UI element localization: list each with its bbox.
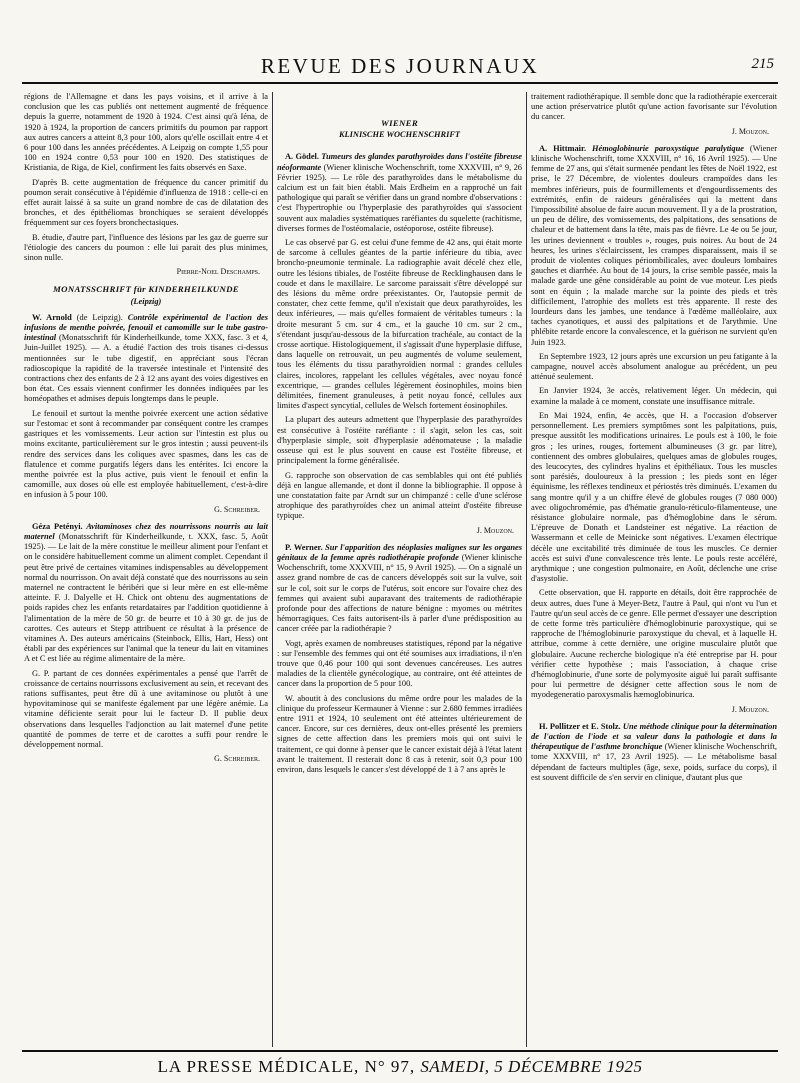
paragraph: Le cas observé par G. est celui d'une femme de 42 ans, qui était morte de sarcome à cellules géantes de la partie inférieure du tibia, avec broncho-pneumonie terminale. La radiographie avait décelé chez elle, outre les lésions tibiales, de l'ostéite fibreuse de Recklinghausen dans le coude et dans le maxillaire. Le sarcome paraissait s'être développé sur des lésions du même ordre préexistantes. Or, l'autopsie permit de constater, chez cette femme, qu'il n'existait que deux parathyroïdes, les deux inférieures, — mais qu'elles formaient de véritables tumeurs : la droite mesurant 5 cm. sur 4 cm., et la gauche 10 cm. sur 2 cm., s'étendant jusqu'au-dessous de la bifurcation trachéale, au contact de la crosse aortique. Histologiquement, il s'agissait d'une hyperplasie diffuse, dans laquelle on retrouvait, un peu augmentés de volume seulement, tous les éléments du tissu parathyroïdien normal : grandes cellules claires, incolores, rappelant les cellules végétales, avec noyau foncé excentrique, — grandes cellules légèrement éosinophiles, moins bien délimitées, finement granuleuses, à petit noyau foncé, cellules aux limites d'aspect syncytial, cellules de Welsch fortement éosinophiles. [277, 238, 522, 411]
column-divider [272, 92, 273, 1047]
article-reference: (Wiener klinische Wochenschrift, tome XXXVIII, n° 17, 23 Avril 1925). — Le métabolisme basal dépendant de facteurs multiples (âge, sexe, poids, surface du corps), il est souvent difficile de s'en servir en clinique, d'autant plus que [531, 742, 777, 782]
column-3 [531, 92, 777, 1047]
article-abstract [24, 313, 268, 405]
paragraph: En Mai 1924, enfin, 4e accès, que H. a l'occasion d'observer personnellement. Les premiers symptômes sont les palpitations, puis, presque aussitôt les modifications urinaires. Le pouls est à 100, le foie gros ; les urines, rouges, fortement albumineuses (3 gr. par litre), contiennent des ombres globulaires, quelques amas de globules rouges, des leucocytes, des cylindres hyalins et épithéliaux. Tous les muscles sont parésiés, douloureux à la pression ; les pieds sont en léger équinisme, les réflexes tendineux et périostés très diminués. L'examen du sang montre qu'il y a un chiffre élevé de globules rouges (7 080 000) avec oligochromémie, pas d'hématie granulo-réticulo-filamenteuse, une résistance globulaire normale, pas d'hémoglobine dans le sérum. L'épreuve de Donath et Landsteiner est négative. La réaction de Wassermann et celle de Meinicke sont négatives. L'examen électrique décèle une excitabilité très diminuée de tous les muscles. Ce dernier accès est suivi d'une convalescence très lente. Le pouls reste accéléré, arythmique ; une congestion pulmonaire, en Août, déclenche une crise d'asystolie. [531, 410, 777, 584]
paragraph: traitement radiothérapique. Il semble donc que la radiothérapie exercerait une action préservatrice plutôt qu'une action favorisante sur l'évolution du cancer. [531, 92, 777, 122]
article-abstract [531, 722, 777, 783]
article-author: P. Werner. [285, 542, 323, 552]
journal-subheading: KLINISCHE WOCHENSCHRIFT [338, 130, 461, 140]
article-title: Avitaminoses chez des nourrissons nourris au lait maternel [24, 521, 268, 541]
article-reference: (Wiener klinische Wochenschrift, tome XXXVIII, n° 15, 9 Avril 1925). — On a signalé un assez grand nombre de cas de cancers développés soit sur la vulve, soit sur le col, soit sur le corps de l'utérus, soit encore sur l'ovaire chez des femmes qui avaient subi auparavant des traitements de radiothérapie profonde pour des affections de nature bénigne : myomes ou métrites hémorragiques. Ces faits autorisent-ils à parler d'une prédisposition au cancer créée par la radiothérapie ? [277, 552, 522, 634]
paragraph: En Septembre 1923, 12 jours après une excursion un peu fatigante à la campagne, nouvel accès absolument analogue au précédent, un peu atténué seulement. [531, 351, 777, 382]
article-author: H. Pollitzer et E. Stolz. [539, 721, 621, 731]
paragraph: G. rapproche son observation de cas semblables qui ont été publiés déjà en langue allemande, et dont il donne la bibliographie. Il oppose à une constatation faite par Arndt sur un chimpanzé : celle d'une sclérose atrophique des parathyroïdes chez un animal atteint d'ostéite fibreuse typique. [277, 470, 522, 521]
paragraph: D'après B. cette augmentation de fréquence du cancer primitif du poumon serait consécutive à l'épidémie d'influenza de 1918 : celle-ci en effet aurait laissé à sa suite un grand nombre de cas de dilatation des bronches, et des épithéliomas bronchiques se seraient développés fréquemment sur ces foyers bronchectasiques. [24, 177, 268, 228]
signature: J. Mouzon. [731, 126, 769, 136]
article-author: A. Gödel. [285, 152, 319, 162]
article-title: Hémoglobinurie paroxystique paralytique [586, 143, 744, 153]
article-title: Contrôle expérimental de l'action des infusions de menthe poivrée, fenouil et camomille sur le tube gastro-intestinal [24, 312, 268, 343]
column-divider [526, 92, 527, 1047]
article-reference: (Monatsschrift für Kinderheilkunde, t. XXX, fasc. 5, Août 1925). — Le lait de la mère constitue le meilleur aliment pour l'enfant et on le considère habituellement comme un aliment complet. Cependant il peut être privé de certaines vitamines indispensables au développement normal du nourrisson. On avait déjà constaté que des nourrissons au sein maternel ne contractent le béribéri que si leur mère en est elle-même atteinte. F. J. Dalyelle et H. Chick ont obtenu des augmentations de poids rapides chez les enfants retardataires par l'addition quotidienne à l'alimentation de la mère de 50 gr. de beurre et 10 à 30 gr. de jus de carottes. Ces auteurs et Stepp attribuent ce résultat à la présence de vitamines A. Des auteurs américains (Steinbock, Ellis, Hart, Hess) ont établi par des expériences sur l'animal que la teneur du lait en vitamines A et C est liée au régime alimentaire de la mère. [24, 531, 268, 664]
article-abstract [277, 543, 522, 635]
article-author: A. Hittmair. [539, 143, 587, 153]
paragraph: W. aboutit à des conclusions du même ordre pour les malades de la clinique du professeur Kermauner à Vienne : sur 2.680 femmes irradiées entre 1911 et 1924, 10 seulement ont été atteintes ultérieurement de cancer. Encore, sur ces dernières, deux ont-elles présenté les premiers signes de cette affection dans les premiers mois qui ont suivi le traitement, ce qui donne à penser que le cancer existait déjà à l'état latent avant le traitement. Il resterait donc 8 cas à retenir, soit 0,3 pour 100 environ, dans lesquels le cancer s'est développé de 1 à 7 ans après le [277, 693, 522, 774]
paragraph: Le fenouil et surtout la menthe poivrée exercent une action sédative sur l'estomac et sont à recommander par conséquent contre les crampes gastriques et les vomissements. Leur action sur l'intestin est plus ou moins excitante, particulièrement sur le gros intestin ; aussi peuvent-ils rendre des services dans les coliques avec spasmes, dans les cas de flatulence et comme purgatifs légers dans les entérites. Ici encore la menthe poivrée est la plus active, puis vient le fenouil et enfin la camomille, aux doses où elle est employée habituellement, c'est-à-dire en infusion à 5 pour 100. [24, 408, 268, 500]
article-abstract [24, 522, 268, 665]
header-title: REVUE DES JOURNAUX [260, 54, 540, 78]
article-title: Sur l'apparition des néoplasies malignes sur les organes génitaux de la femme après radiothérapie profonde [277, 542, 522, 562]
author-location: (de Leipzig). [71, 312, 128, 322]
column-1 [24, 92, 268, 1047]
footer-journal: LA PRESSE MÉDICALE, [157, 1057, 360, 1076]
paragraph: G. P. partant de ces données expérimentales a pensé que l'arrêt de croissance de certains nourrissons exclusivement au sein, et recevant des rations suffisantes, peut être dû à une avitaminose ou plutôt à une hypovitaminose qui se manifeste également par une légère anémie. La vitamine déficiente serait pour lui le facteur D. Il publie deux observations dans lesquelles l'adjonction au lait maternel d'une petite quantité de pommes de terre et de carottes a suffi pour rendre le développement normal. [24, 668, 268, 749]
paragraph: régions de l'Allemagne et dans les pays voisins, et il arrive à la conclusion que les cas publiés ont nettement augmenté de fréquence depuis la guerre, notamment de 1920 à 1924. C'est ainsi qu'à Iéna, de 1920 à 1924, la proportion de cancers primitifs du poumon par rapport aux autres cancers a atteint 8,3 pour 100, alors qu'elle oscillait entre 4 et 6 pour 100 dans les années précédentes. A Leipzig on compte 1,55 pour 100 en 1924 contre 0,53 pour 100 en 1920. Des statistiques de Kristiania, de Riga, de Kiel, confirment les faits observés en Saxe. [24, 92, 268, 173]
paragraph: Vogt, après examen de nombreuses statistiques, répond par la négative : sur l'ensemble des femmes qui ont été soumises aux irradiations, il n'en trouve que 0,46 pour 100 qui sont devenues cancéreuses. Les autres maladies de la clientèle gynécologique, au contraire, ont été atteintes de cancer dans la proportion de 5 pour 100. [277, 638, 522, 689]
page-footer [22, 1050, 778, 1083]
paragraph: Cette observation, que H. rapporte en détails, doit être rapprochée de deux autres, dues l'une à Meyer-Betz, l'autre à Paul, qui n'ont vu l'un et l'autre qu'un seul accès de ce genre. Elle permet d'essayer une description de cette forme très particulière d'hémoglobinurie paroxystique, qui se rapproche de l'hémoglobinurie paroxystique du cheval, et à laquelle H. attribue, comme à cette dernière, une origine musculaire plutôt que globulaire. Aucune recherche biologique n'a été entreprise par H. pour vérifier cette hypothèse ; mais l'association, à chaque crise d'hémoglobinurie, d'une sorte de polymyosite aiguë lui paraît suffisante pour lui permettre de désigner cette affection sous le nom de myodegeneratio paroxysmalis hæmoglobinurica. [531, 588, 777, 700]
journal-heading: WIENER [380, 118, 418, 128]
signature: Pierre-Noel Deschamps. [176, 267, 260, 277]
article-author: W. Arnold [32, 312, 72, 322]
article-title: Tumeurs des glandes parathyroïdes dans l'ostéite fibreuse néoformante [277, 152, 522, 172]
signature: J. Mouzon. [731, 704, 769, 714]
article-reference: (Wiener klinische Wochenschrift, tome XXXVIII, n° 9, 26 Février 1925). — Le rôle des parathyroïdes dans le métabolisme du calcium est un fait bien établi. Mais Erdheim en a rapproché un fait pathologique qui paraît se vérifier dans un grand nombre d'observations : c'est l'hypertrophie ou l'hyperplasie des parathyroïdes qui s'associent souvent aux maladies systématiques raréfiantes du squelette (rachitisme, diverses formes de l'ostéomalacie, ostéoporose, ostéite fibreuse). [277, 162, 522, 233]
page-header [22, 54, 778, 84]
signature: G. Schreiber. [214, 504, 260, 514]
article-author: Géza Petényi. [32, 521, 83, 531]
article-reference: (Wiener klinische Wochenschrift, tome XXXVIII, n° 16, 16 Avril 1925). — Une femme de 27 ans, qui s'était surmenée pendant les fêtes de Noël 1922, est prise, le 27 Décembre, de violentes douleurs crampoïdes dans les membres inférieurs, puis de fourmillements et d'engourdissements des extrémités, enfin de raideurs généralisées qui la mettent dans l'impossibilité absolue de faire aucun mouvement. Il y a de la prostration, un peu de délire, des vomissements, des palpitations, des sensations de chaleur et de battement dans la tête, mais pas de fièvre. Le 4e ou 5e jour, les urines deviennent « troubles », rouges, puis noires. Au bout de 24 heures, les urines s'éclaircissent, les crampes disparaissent, mais il se produit de violentes coliques périombilicales, avec douleurs lombaires gauches et diarrhée. Au bout de 14 jours, la crise semble passée, mais la malade garde une gêne considérable au point de vue moteur. Les pieds sont en équin ; la malade marche sur la pointe des pieds et très difficilement, l'atrophie des mollets est très apparente. Il reste des lourdeurs dans les jambes, une tendance à l'œdème malléolaire, aux taches cyanotiques, et aussi des palpitations et de l'arythmie. Une phlébite retarde encore la convalescence, et la guérison ne survient qu'en Juin 1923. [531, 143, 777, 347]
paragraph: B. étudie, d'autre part, l'influence des lésions par les gaz de guerre sur l'étiologie des cancers du poumon : elle lui parait des plus minimes, sinon nulle. [24, 232, 268, 263]
page-number: 215 [751, 56, 774, 72]
journal-subheading: (Leipzig) [130, 296, 162, 306]
journal-heading: MONATSSCHRIFT für KINDERHEILKUNDE [53, 284, 239, 295]
signature: J. Mouzon. [476, 525, 514, 535]
paragraph: En Janvier 1924, 3e accès, relativement léger. Un médecin, qui examine la malade à ce moment, constate une insuffisance mitrale. [531, 386, 777, 406]
article-abstract [531, 144, 777, 348]
footer-date: SAMEDI, 5 DÉCEMBRE 1925 [420, 1057, 643, 1076]
article-reference: (Monatsschrift für Kinderheilkunde, tome XXX, fasc. 3 et 4, Juin-Juillet 1925). — A. a étudié l'action des trois tisanes ci-dessus mentionnées sur le tube digestif, en appréciant sous l'écran radioscopique la rapidité de la traversée intestinale et l'intensité des contractions chez des enfants de 2 à 12 ans ayant des voies digestives en bon état. Ces essais viennent confirmer les données indiquées par les homéopathes et admises depuis longtemps dans le peuple. [24, 333, 268, 404]
article-title: Une méthode clinique pour la détermination de l'action de l'iode et sa valeur dans la pathologie et dans la thérapeutique de l'asthme bronchique [531, 721, 777, 752]
footer-issue: N° 97, [364, 1057, 416, 1076]
paragraph: La plupart des auteurs admettent que l'hyperplasie des parathyroïdes est consécutive à l'ostéite raréfiante : il s'agit, selon les cas, soit d'hyperplasie simple, soit d'hyperplasie adénomateuse ; la maladie osseuse qui est le plus souvent en cause est l'ostéite fibreuse, et principalement la forme généralisée. [277, 415, 522, 466]
signature: G. Schreiber. [214, 754, 260, 764]
column-2 [277, 92, 522, 1047]
article-abstract [277, 152, 522, 234]
